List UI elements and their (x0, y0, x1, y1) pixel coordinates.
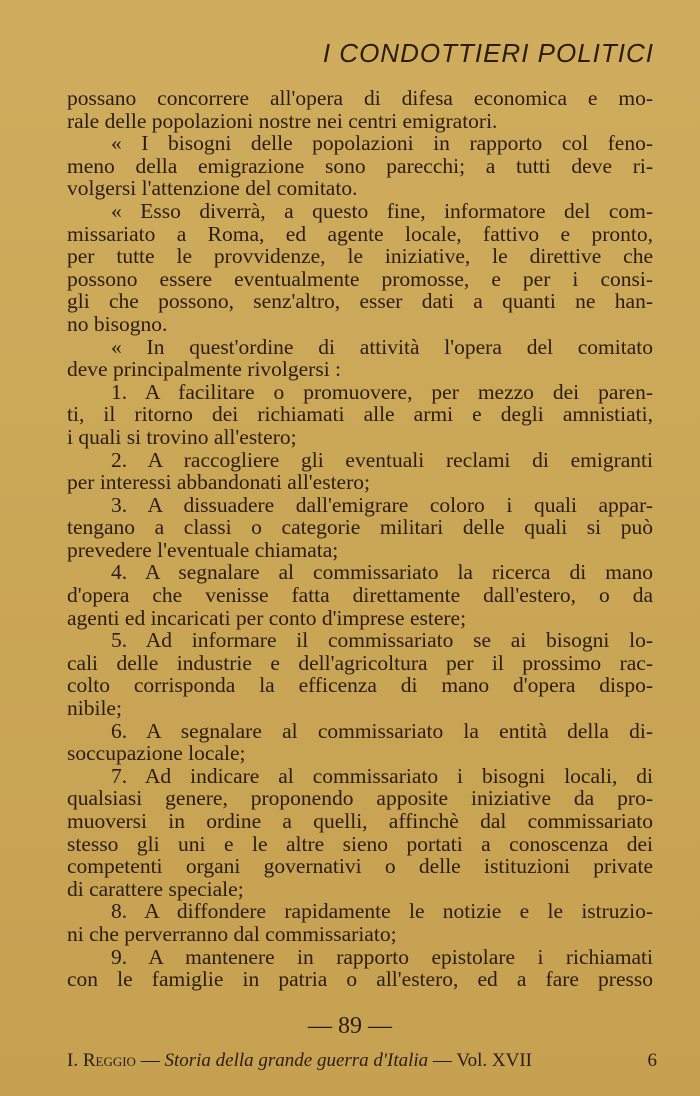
text-line: 4. A segnalare al commissariato la ricerca di mano (111, 560, 653, 585)
text-line: « Esso diverrà, a questo fine, informatore del com- (111, 198, 653, 223)
text-line: soccupazione locale; (67, 741, 246, 766)
text-line: agenti ed incaricati per conto d'imprese estere; (67, 605, 467, 630)
text-line: rale delle popolazioni nostre nei centri emigratori. (67, 108, 498, 133)
footer-citation (67, 1050, 532, 1072)
text-line: nibile; (67, 696, 122, 721)
text-line: no bisogno. (67, 311, 168, 336)
page-number: — 89 — (308, 1013, 392, 1039)
footer-dash: — (140, 1050, 160, 1071)
text-line: « I bisogni delle popolazioni in rapporto col feno- (111, 131, 653, 156)
text-line: per tutte le provvidenze, le iniziative, le direttive che (67, 244, 653, 269)
text-line: di carattere speciale; (67, 876, 244, 901)
text-line: stesso gli uni e le altre sieno portati a conoscenza dei (67, 831, 653, 856)
text-line: missariato a Roma, ed agente locale, fattivo e pronto, (67, 221, 653, 246)
text-line: 6. A segnalare al commissariato la entità della di- (111, 718, 653, 743)
text-line: competenti organi governativi o delle istituzioni private (67, 854, 653, 879)
text-line: deve principalmente rivolgersi : (67, 357, 342, 382)
text-line: ti, il ritorno dei richiamati alle armi e degli amnistiati, (67, 402, 653, 427)
text-line: qualsiasi genere, proponendo apposite iniziative da pro- (67, 786, 653, 811)
text-line: 8. A diffondere rapidamente le notizie e le istruzio- (111, 899, 653, 924)
text-line: per interessi abbandonati all'estero; (67, 470, 370, 495)
text-line: 3. A dissuadere dall'emigrare coloro i quali appar- (111, 492, 653, 517)
text-line: d'opera che venisse fatta direttamente dall'estero, o da (67, 583, 653, 608)
text-line: cali delle industrie e dell'agricoltura per il prossimo rac- (67, 650, 653, 675)
footer-book-title: Storia della grande guerra d'Italia (164, 1050, 429, 1071)
footer-author: I. Reggio (67, 1050, 136, 1071)
footer-volume: Vol. XVII (456, 1050, 532, 1071)
text-line: 2. A raccogliere gli eventuali reclami di emigranti (111, 447, 653, 472)
text-line: possano concorrere all'opera di difesa economica e mo- (67, 86, 653, 110)
text-line: possono essere eventualmente promosse, e per i consi- (67, 266, 653, 291)
text-line: i quali si trovino all'estero; (67, 424, 297, 449)
text-line: 1. A facilitare o promuovere, per mezzo dei paren- (111, 379, 653, 404)
text-line: colto corrisponda la efficenza di mano d'opera dispo- (67, 673, 653, 698)
text-line: 5. Ad informare il commissariato se ai bisogni lo- (111, 628, 653, 653)
text-line: meno della emigrazione sono parecchi; a tutti deve ri- (67, 153, 653, 178)
footer-dash: — (432, 1050, 452, 1071)
text-line: 9. A mantenere in rapporto epistolare i richiamati (111, 944, 653, 969)
body-text (67, 87, 653, 991)
text-line: ni che perverranno dal commissariato; (67, 921, 397, 946)
text-line: 7. Ad indicare al commissariato i bisogni locali, di (111, 763, 653, 788)
footer (67, 1050, 657, 1072)
running-header: I CONDOTTIERI POLITICI (322, 38, 654, 68)
footer-signature-mark: 6 (647, 1050, 657, 1071)
text-line: gli che possono, senz'altro, esser dati a quanti ne han- (67, 289, 653, 314)
text-line: « In quest'ordine di attività l'opera del comitato (111, 334, 653, 359)
text-line: prevedere l'eventuale chiamata; (67, 537, 339, 562)
text-line: tengano a classi o categorie militari delle quali si può (67, 515, 653, 540)
text-line: muoversi in ordine a quelli, affinchè dal commissariato (67, 809, 653, 833)
text-line: con le famiglie in patria o all'estero, ed a fare presso (67, 967, 653, 992)
text-line: volgersi l'attenzione del comitato. (67, 176, 358, 201)
